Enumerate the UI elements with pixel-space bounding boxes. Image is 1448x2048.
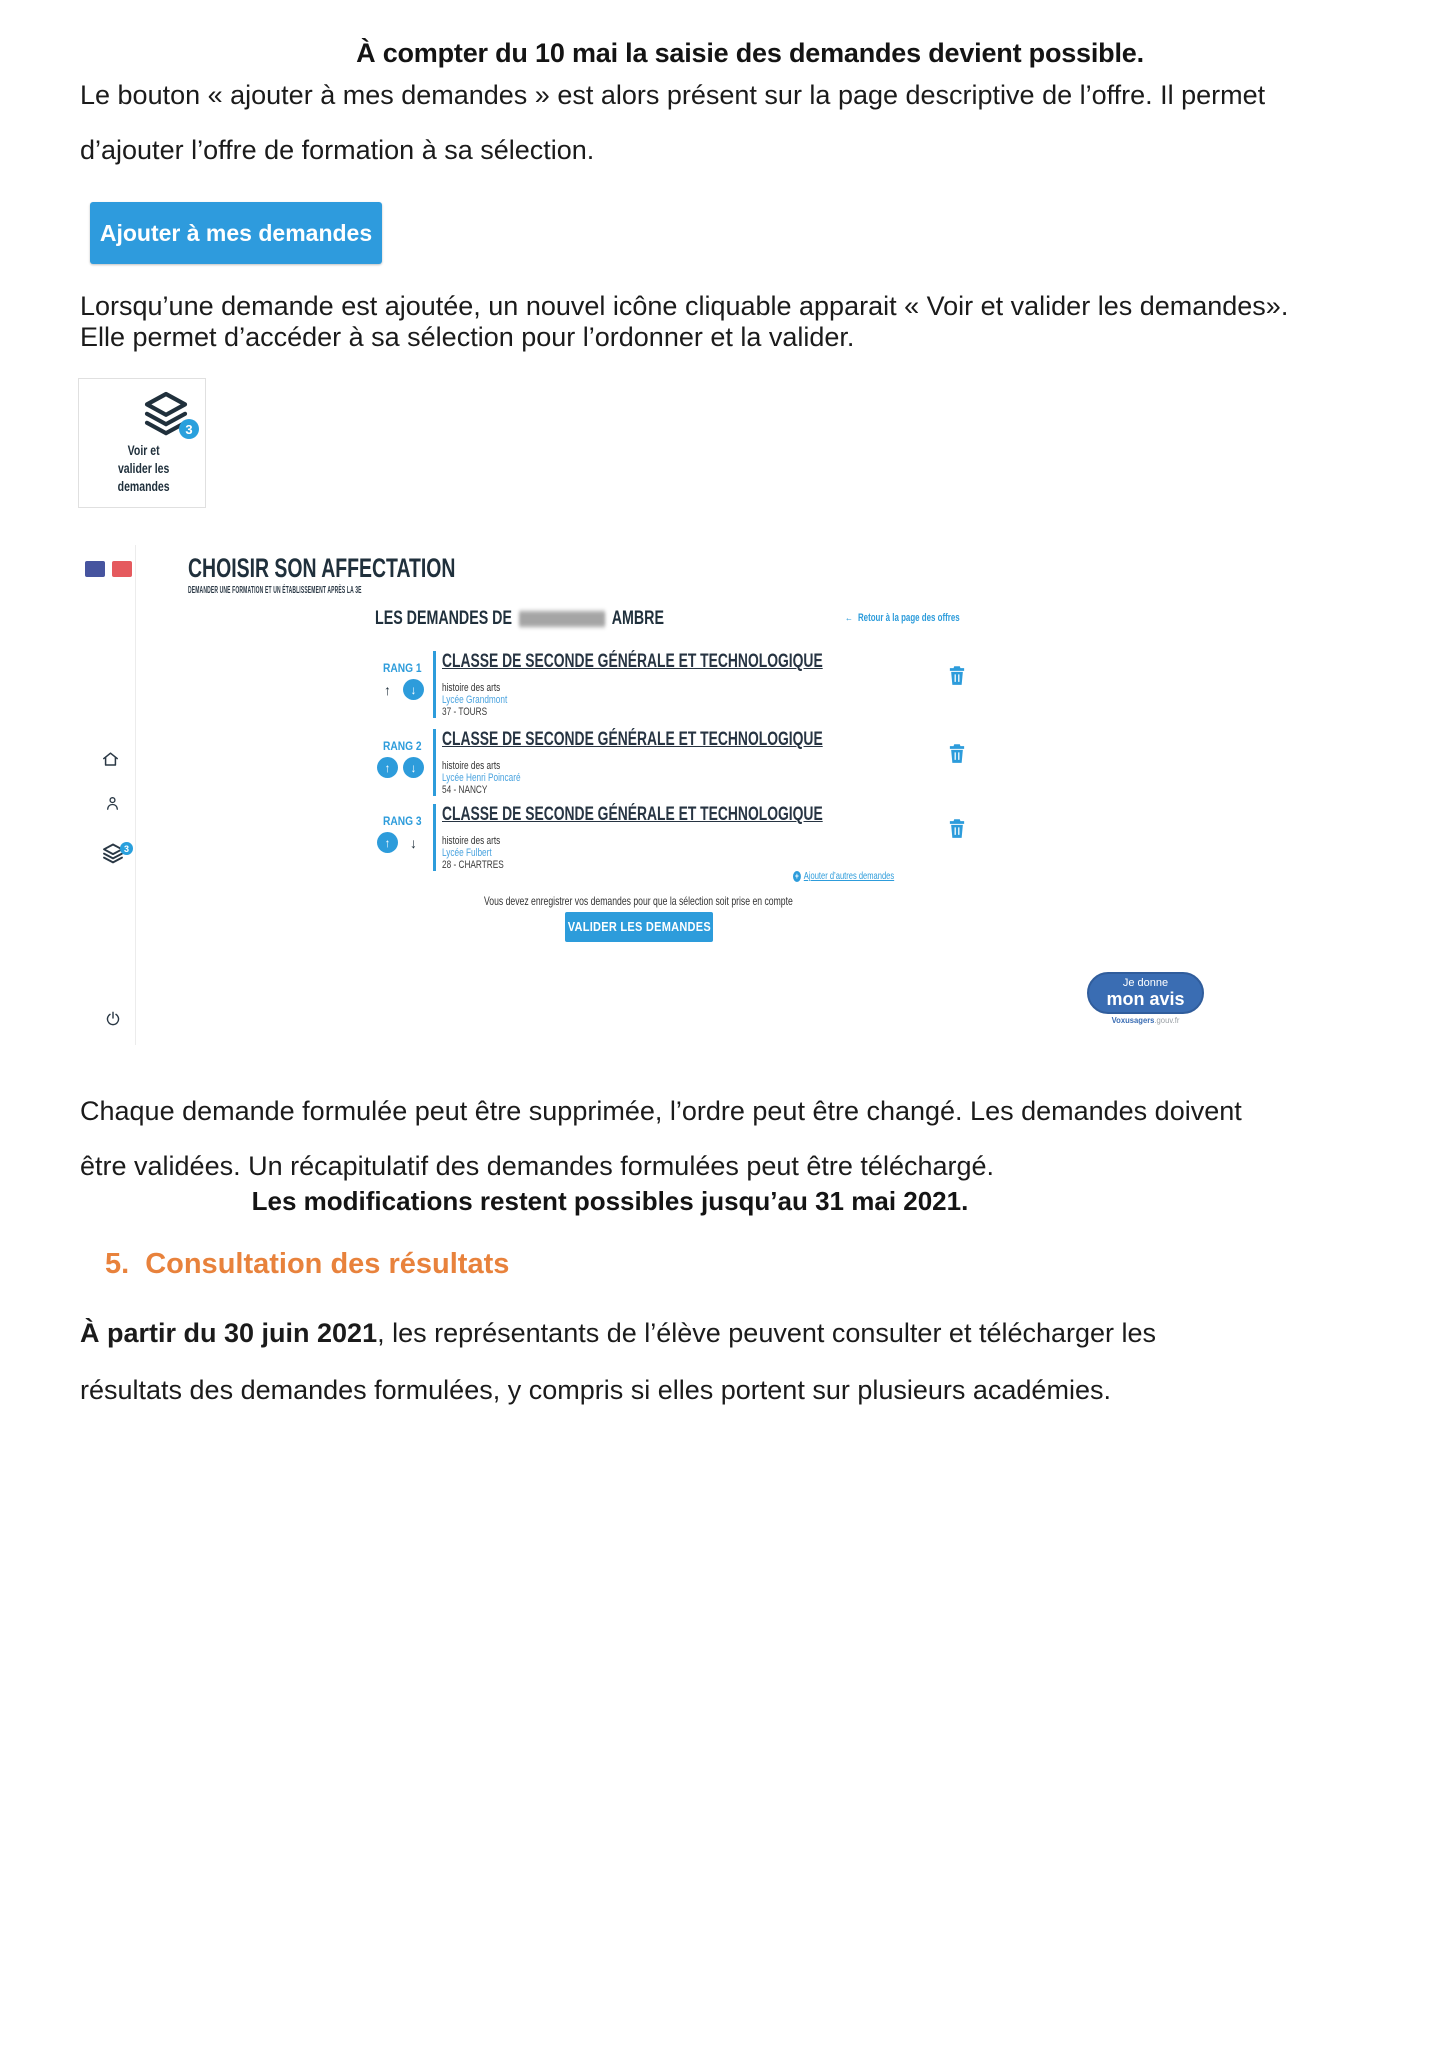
move-down-button[interactable]: ↓ [403,679,424,700]
district-label: 54 - NANCY [442,784,488,796]
validate-requests-button[interactable]: VALIDER LES DEMANDES [565,912,713,942]
paragraph-4-line-2: résultats des demandes formulées, y compris si elles portent sur plusieurs académies. [80,1375,1111,1405]
add-to-requests-button-label: Ajouter à mes demandes [99,219,373,246]
app-title: CHOISIR SON AFFECTATION [188,553,456,583]
rank-accent-bar [433,804,436,871]
request-row-2 [376,726,986,804]
paragraph-2-line-1: Lorsqu’une demande est ajoutée, un nouvel icône cliquable apparait « Voir et valider les demandes». [80,291,1289,321]
program-title-link[interactable]: CLASSE DE SECONDE GÉNÉRALE ET TECHNOLOGIQUE [442,804,823,825]
move-up-button-disabled[interactable]: ↑ [384,681,391,698]
section-number: 5. [105,1248,130,1280]
requests-heading-prefix: LES DEMANDES DE [375,608,512,629]
delete-request-trash-icon[interactable] [948,817,966,840]
user-profile-icon[interactable] [104,794,121,818]
district-label: 28 - CHARTRES [442,859,504,871]
program-title-link[interactable]: CLASSE DE SECONDE GÉNÉRALE ET TECHNOLOGIQUE [442,729,823,750]
date-emphasis: À partir du 30 juin 2021 [80,1318,378,1348]
district-label: 37 - TOURS [442,706,488,718]
school-link[interactable]: Lycée Grandmont [442,694,508,706]
requests-heading [375,608,664,630]
back-to-offers-link[interactable]: ← Retour à la page des offres [845,612,960,624]
section-title: Consultation des résultats [145,1248,510,1280]
paragraph-2-line-2: Elle permet d’accéder à sa sélection pour l’ordonner et la valider. [80,322,855,352]
school-link[interactable]: Lycée Henri Poincaré [442,772,521,784]
option-label: histoire des arts [442,760,501,772]
sidebar-divider [135,545,136,1045]
paragraph-3-line-1: Chaque demande formulée peut être supprimée, l’ordre peut être changé. Les demandes doivent [80,1096,1242,1126]
left-arrow-icon: ← [845,612,853,624]
request-row-3 [376,801,986,879]
move-down-button[interactable]: ↓ [403,757,424,778]
add-more-requests-link[interactable]: + Ajouter d’autres demandes [793,870,894,882]
paragraph-4-line-1: À partir du 30 juin 2021, les représentants de l’élève peuvent consulter et télécharger les [80,1318,1157,1348]
plus-circle-icon: + [793,871,801,882]
paragraph-1-line-2: d’ajouter l’offre de formation à sa sélection. [80,135,595,165]
rank-label: RANG 2 [383,739,422,753]
requests-count-badge: 3 [179,419,199,439]
paragraph-3-line-2: être validées. Un récapitulatif des demandes formulées peut être téléchargé. [80,1151,995,1181]
home-icon[interactable] [101,750,120,774]
rank-accent-bar [433,651,436,718]
paragraph-1-line-1: Le bouton « ajouter à mes demandes » est alors présent sur la page descriptive de l’offre. Il permet [80,80,1266,110]
sidebar-requests-count-badge: 3 [120,842,133,855]
rank-accent-bar [433,729,436,796]
rank-label: RANG 3 [383,814,422,828]
app-screenshot [60,545,1245,1045]
school-link[interactable]: Lycée Fulbert [442,847,492,859]
app-subtitle: DEMANDER UNE FORMATION ET UN ÉTABLISSEMENT APRÈS LA 3E [188,585,362,596]
redacted-name [519,611,605,627]
logout-power-icon[interactable] [104,1010,122,1034]
add-to-requests-button[interactable] [90,202,382,264]
delete-request-trash-icon[interactable] [948,742,966,765]
doc-title: À compter du 10 mai la saisie des demandes devient possible. [356,38,1144,68]
program-title-link[interactable]: CLASSE DE SECONDE GÉNÉRALE ET TECHNOLOGIQUE [442,651,823,672]
rank-label: RANG 1 [383,661,422,675]
option-label: histoire des arts [442,682,501,694]
move-down-button-disabled[interactable]: ↓ [410,834,417,851]
feedback-brand-caption: Voxusagers.gouv.fr [1111,1015,1180,1025]
delete-request-trash-icon[interactable] [948,664,966,687]
french-government-logo [85,561,132,577]
view-validate-widget[interactable] [78,378,206,508]
move-up-button[interactable]: ↑ [377,757,398,778]
give-feedback-button[interactable]: Je donne mon avis [1087,972,1204,1014]
request-row-1 [376,648,986,726]
deadline-note: Les modifications restent possibles jusqu’au 31 mai 2021. [251,1186,969,1216]
save-notice: Vous devez enregistrer vos demandes pour que la sélection soit prise en compte [483,894,793,908]
view-validate-label: Voir et valider les demandes [117,442,170,494]
requests-heading-name: AMBRE [611,608,664,629]
move-up-button[interactable]: ↑ [377,832,398,853]
option-label: histoire des arts [442,835,501,847]
section-5-heading [105,1248,509,1281]
